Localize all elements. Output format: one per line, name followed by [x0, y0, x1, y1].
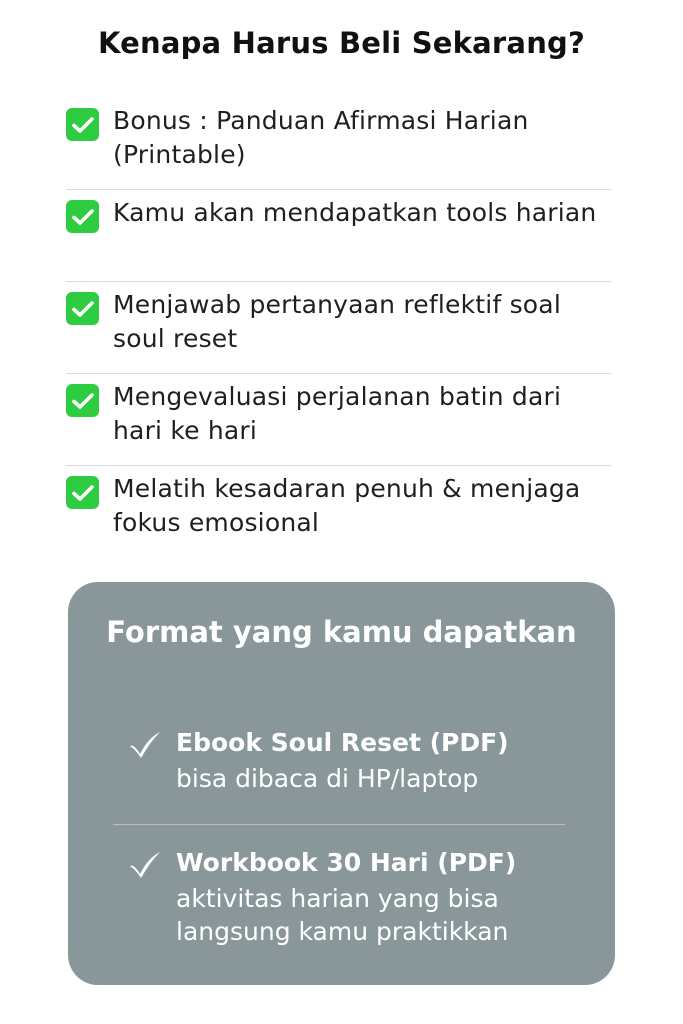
benefit-text: Menjawab pertanyaan reflektif soal soul reset — [113, 290, 561, 353]
benefit-text: Kamu akan mendapatkan tools harian — [113, 198, 597, 227]
format-item-name: Workbook 30 Hari (PDF) — [176, 848, 517, 877]
benefit-item — [66, 98, 612, 190]
benefit-item — [66, 190, 612, 282]
format-item-name: Ebook Soul Reset (PDF) — [176, 728, 509, 757]
section-heading: Kenapa Harus Beli Sekarang? — [97, 26, 586, 60]
format-card — [68, 582, 615, 985]
checkbox-checked-icon — [66, 108, 99, 141]
benefit-item — [66, 282, 612, 374]
format-item-description: aktivitas harian yang bisa langsung kamu praktikkan — [176, 884, 509, 946]
format-card-title: Format yang kamu dapatkan — [106, 615, 577, 649]
benefit-item — [66, 466, 612, 558]
benefit-text: Mengevaluasi perjalanan batin dari hari ke hari — [113, 382, 562, 445]
checkbox-checked-icon — [66, 476, 99, 509]
benefit-list — [66, 98, 612, 558]
benefit-item — [66, 374, 612, 466]
checkbox-checked-icon — [66, 200, 99, 233]
format-divider — [113, 824, 565, 825]
checkbox-checked-icon — [66, 292, 99, 325]
benefit-text: Melatih kesadaran penuh & menjaga fokus emosional — [113, 474, 581, 537]
checkmark-icon — [128, 730, 162, 760]
benefit-text: Bonus : Panduan Afirmasi Harian (Printable) — [113, 106, 529, 169]
format-item-description: bisa dibaca di HP/laptop — [176, 764, 479, 793]
checkmark-icon — [128, 850, 162, 880]
checkbox-checked-icon — [66, 384, 99, 417]
